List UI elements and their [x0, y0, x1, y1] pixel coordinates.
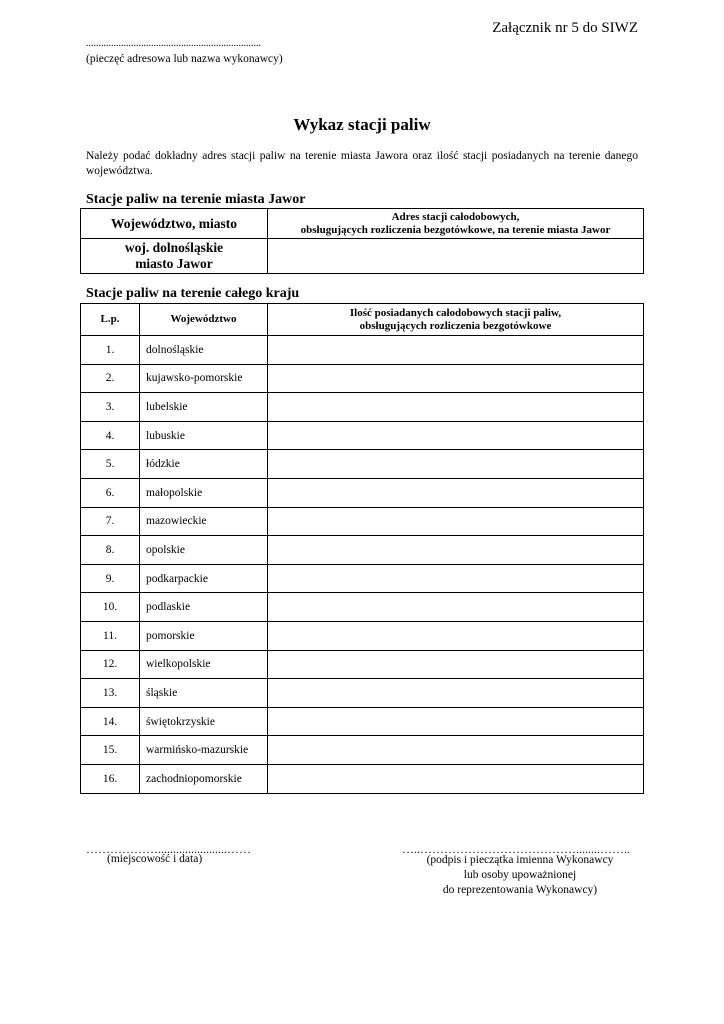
col-header-count [268, 304, 644, 336]
table-row [81, 421, 644, 450]
col-header-address-line1: Adres stacji całodobowych, [391, 210, 520, 223]
table-row [81, 736, 644, 765]
row-number: 6. [81, 478, 140, 507]
table-row [81, 593, 644, 622]
count-input-cell[interactable] [268, 393, 644, 422]
intro-paragraph: Należy podać dokładny adres stacji paliw na terenie miasta Jawora oraz ilość stacji posiadanych na terenie danego województwa. [86, 150, 638, 177]
table-row [81, 564, 644, 593]
signature-line1: (podpis i pieczątka imienna Wykonawcy [426, 854, 614, 866]
count-input-cell[interactable] [268, 707, 644, 736]
col-header-region: Województwo, miasto [81, 209, 268, 239]
signature-line3: do reprezentowania Wykonawcy) [442, 884, 598, 896]
row-number: 14. [81, 707, 140, 736]
attachment-label: Załącznik nr 5 do SIWZ [492, 20, 638, 36]
row-number: 10. [81, 593, 140, 622]
row-voivodeship: lubuskie [140, 421, 268, 450]
row-number: 16. [81, 764, 140, 793]
row-voivodeship: mazowieckie [140, 507, 268, 536]
row-number: 12. [81, 650, 140, 679]
row-number: 7. [81, 507, 140, 536]
col-header-address-line2: obsługujących rozliczenia bezgotówkowe, na terenie miasta Jawor [300, 223, 611, 236]
stamp-dots: ...................................................................... [86, 38, 261, 49]
row-number: 5. [81, 450, 140, 479]
count-input-cell[interactable] [268, 421, 644, 450]
table-row [81, 536, 644, 565]
page-title: Wykaz stacji paliw [293, 115, 431, 134]
location-cell [81, 239, 268, 274]
section-heading-jawor: Stacje paliw na terenie miasta Jawor [86, 192, 306, 207]
table-row [81, 507, 644, 536]
row-voivodeship: śląskie [140, 679, 268, 708]
count-input-cell[interactable] [268, 736, 644, 765]
stamp-caption: (pieczęć adresowa lub nazwa wykonawcy) [86, 53, 283, 65]
count-input-cell[interactable] [268, 650, 644, 679]
signature-line2: lub osoby upoważnionej [463, 869, 577, 881]
row-number: 11. [81, 621, 140, 650]
row-voivodeship: opolskie [140, 536, 268, 565]
row-number: 9. [81, 564, 140, 593]
row-voivodeship: zachodniopomorskie [140, 764, 268, 793]
table-row [81, 364, 644, 393]
count-input-cell[interactable] [268, 478, 644, 507]
count-input-cell[interactable] [268, 564, 644, 593]
count-input-cell[interactable] [268, 507, 644, 536]
count-input-cell[interactable] [268, 593, 644, 622]
table-row [81, 621, 644, 650]
table-row [81, 478, 644, 507]
section-heading-kraj: Stacje paliw na terenie całego kraju [86, 286, 300, 301]
count-input-cell[interactable] [268, 621, 644, 650]
row-voivodeship: kujawsko-pomorskie [140, 364, 268, 393]
count-input-cell[interactable] [268, 764, 644, 793]
table-row [81, 679, 644, 708]
col-header-voivodeship: Województwo [140, 304, 268, 336]
col-header-lp: L.p. [81, 304, 140, 336]
row-number: 13. [81, 679, 140, 708]
location-line2: miasto Jawor [135, 256, 213, 271]
row-voivodeship: małopolskie [140, 478, 268, 507]
count-input-cell[interactable] [268, 336, 644, 365]
place-date-caption: (miejscowość i data) [107, 853, 203, 865]
table-row [81, 336, 644, 365]
country-stations-table [80, 303, 644, 794]
table-row [81, 764, 644, 793]
row-voivodeship: świętokrzyskie [140, 707, 268, 736]
count-input-cell[interactable] [268, 450, 644, 479]
col-header-count-line2: obsługujących rozliczenia bezgotówkowe [359, 319, 552, 332]
row-number: 2. [81, 364, 140, 393]
jawor-stations-table [80, 208, 644, 274]
row-voivodeship: wielkopolskie [140, 650, 268, 679]
row-number: 15. [81, 736, 140, 765]
row-number: 3. [81, 393, 140, 422]
count-input-cell[interactable] [268, 364, 644, 393]
row-number: 8. [81, 536, 140, 565]
row-number: 1. [81, 336, 140, 365]
location-line1: woj. dolnośląskie [124, 240, 224, 255]
row-voivodeship: warmińsko-mazurskie [140, 736, 268, 765]
count-input-cell[interactable] [268, 536, 644, 565]
signature-caption [380, 853, 660, 898]
table-row [81, 650, 644, 679]
row-voivodeship: podlaskie [140, 593, 268, 622]
col-header-count-line1: Ilość posiadanych całodobowych stacji paliw, [349, 306, 562, 319]
col-header-address [268, 209, 644, 239]
row-voivodeship: pomorskie [140, 621, 268, 650]
table-row [81, 393, 644, 422]
place-date-dots: ……………….......................…… [86, 842, 251, 856]
count-input-cell[interactable] [268, 679, 644, 708]
row-voivodeship: łódzkie [140, 450, 268, 479]
row-voivodeship: dolnośląskie [140, 336, 268, 365]
signature-dots: …..…………………………………........…….. [402, 842, 630, 856]
row-voivodeship: podkarpackie [140, 564, 268, 593]
table-row [81, 450, 644, 479]
address-input-cell[interactable] [268, 239, 644, 274]
table-row [81, 707, 644, 736]
row-voivodeship: lubelskie [140, 393, 268, 422]
row-number: 4. [81, 421, 140, 450]
